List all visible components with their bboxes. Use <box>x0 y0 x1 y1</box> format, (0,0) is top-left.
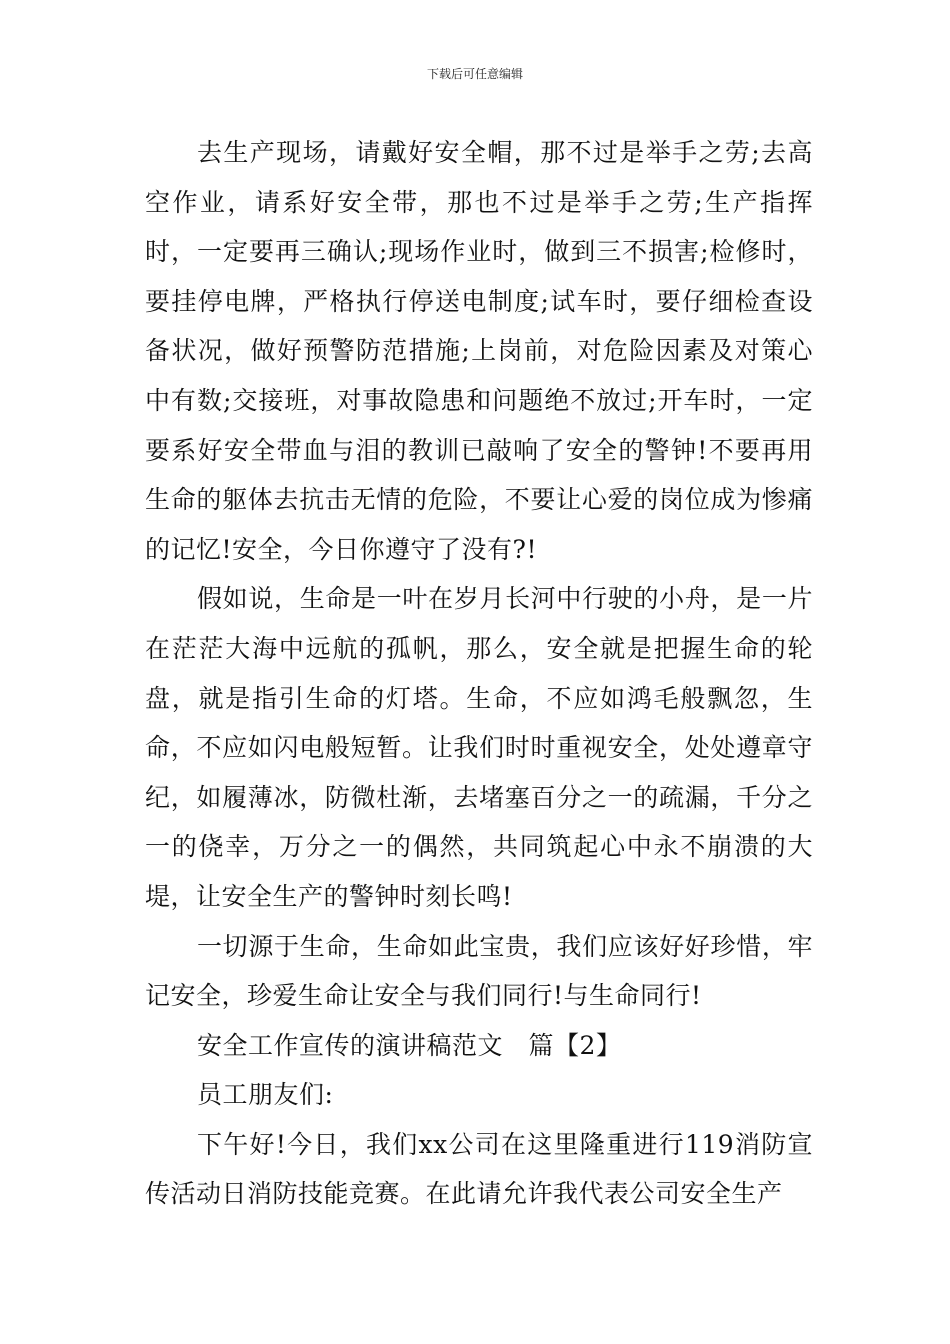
paragraph-life-boat: 假如说，生命是一叶在岁月长河中行驶的小舟，是一片在茫茫大海中远航的孤帆，那么，安全就是把握生命的轮盘，就是指引生命的灯塔。生命，不应如鸿毛般飘忽，生命，不应如闪电般短暂。让我们时时重视安全，处处遵章守纪，如履薄冰，防微杜渐，去堵塞百分之一的疏漏，千分之一的侥幸，万分之一的偶然，共同筑起心中永不崩溃的大堤，让安全生产的警钟时刻长鸣! <box>145 584 813 911</box>
page-header: 下载后可任意编辑 <box>426 67 523 81</box>
document-body <box>145 128 813 1219</box>
salutation: 员工朋友们: <box>197 1080 334 1110</box>
paragraph-greeting: 下午好!今日，我们xx公司在这里隆重进行119消防宣传活动日消防技能竞赛。在此请允许我代表公司安全生产 <box>145 1129 813 1209</box>
paragraph-cherish-life: 一切源于生命，生命如此宝贵，我们应该好好珍惜，牢记安全，珍爱生命让安全与我们同行!与生命同行! <box>145 931 813 1011</box>
paragraph-safety-habits: 去生产现场，请戴好安全帽，那不过是举手之劳;去高空作业，请系好安全带，那也不过是举手之劳;生产指挥时，一定要再三确认;现场作业时，做到三不损害;检修时，要挂停电牌，严格执行停送电制度;试车时，要仔细检查设备状况，做好预警防范措施;上岗前，对危险因素及对策心中有数;交接班，对事故隐患和问题绝不放过;开车时，一定要系好安全带血与泪的教训已敲响了安全的警钟!不要再用生命的躯体去抗击无情的危险，不要让心爱的岗位成为惨痛的记忆!安全，今日你遵守了没有?! <box>145 138 813 564</box>
section-title: 安全工作宣传的演讲稿范文 篇【2】 <box>197 1030 622 1060</box>
